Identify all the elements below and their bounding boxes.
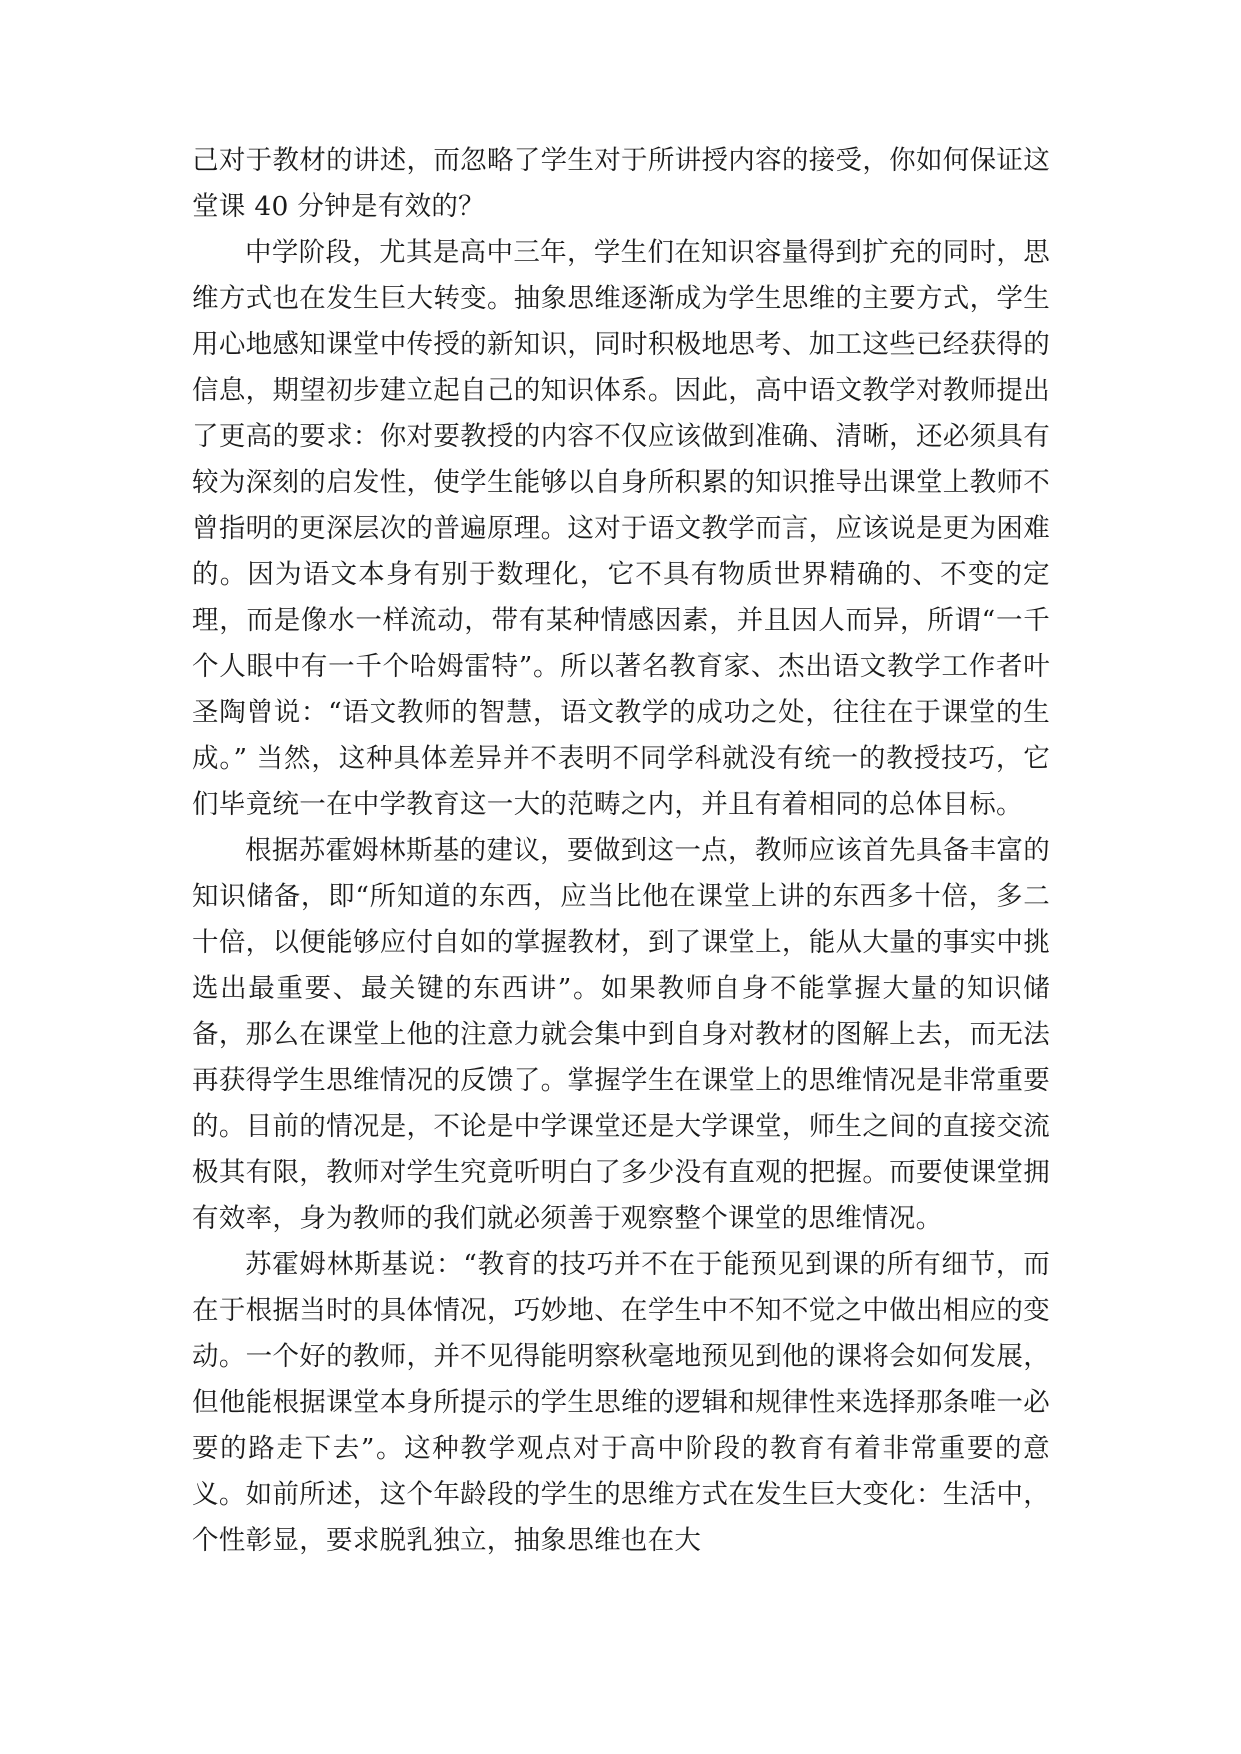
paragraph-4: 苏霍姆林斯基说：“教育的技巧并不在于能预见到课的所有细节，而在于根据当时的具体情况，巧妙地、在学生中不知不觉之中做出相应的变动。一个好的教师，并不见得能明察秋毫地预见到他的课将会如何发展，但他能根据课堂本身所提示的学生思维的逻辑和规律性来选择那条唯一必要的路走下去”。这种教学观点对于高中阶段的教育有着非常重要的意义。如前所述，这个年龄段的学生的思维方式在发生巨大变化：生活中，个性彰显，要求脱乳独立，抽象思维也在大 [192,1249,1050,1556]
paragraph-3: 根据苏霍姆林斯基的建议，要做到这一点，教师应该首先具备丰富的知识储备，即“所知道的东西，应当比他在课堂上讲的东西多十倍，多二十倍，以便能够应付自如的掌握教材，到了课堂上，能从大量的事实中挑选出最重要、最关键的东西讲”。如果教师自身不能掌握大量的知识储备，那么在课堂上他的注意力就会集中到自身对教材的图解上去，而无法再获得学生思维情况的反馈了。掌握学生在课堂上的思维情况是非常重要的。目前的情况是，不论是中学课堂还是大学课堂，师生之间的直接交流极其有限，教师对学生究竟听明白了多少没有直观的把握。而要使课堂拥有效率，身为教师的我们就必须善于观察整个课堂的思维情况。 [192,835,1050,1234]
paragraph-1: 己对于教材的讲述，而忽略了学生对于所讲授内容的接受，你如何保证这堂课 40 分钟是有效的？ [192,145,1050,222]
paragraph-2: 中学阶段，尤其是高中三年，学生们在知识容量得到扩充的同时，思维方式也在发生巨大转变。抽象思维逐渐成为学生思维的主要方式，学生用心地感知课堂中传授的新知识，同时积极地思考、加工这些已经获得的信息，期望初步建立起自己的知识体系。因此，高中语文教学对教师提出了更高的要求：你对要教授的内容不仅应该做到准确、清晰，还必须具有较为深刻的启发性，使学生能够以自身所积累的知识推导出课堂上教师不曾指明的更深层次的普遍原理。这对于语文教学而言，应该说是更为困难的。因为语文本身有别于数理化，它不具有物质世界精确的、不变的定理，而是像水一样流动，带有某种情感因素，并且因人而异，所谓“一千个人眼中有一千个哈姆雷特”。所以著名教育家、杰出语文教学工作者叶圣陶曾说：“语文教师的智慧，语文教学的成功之处，往往在于课堂的生成。” 当然，这种具体差异并不表明不同学科就没有统一的教授技巧，它们毕竟统一在中学教育这一大的范畴之内，并且有着相同的总体目标。 [192,237,1050,820]
document-page [192,138,1050,1564]
